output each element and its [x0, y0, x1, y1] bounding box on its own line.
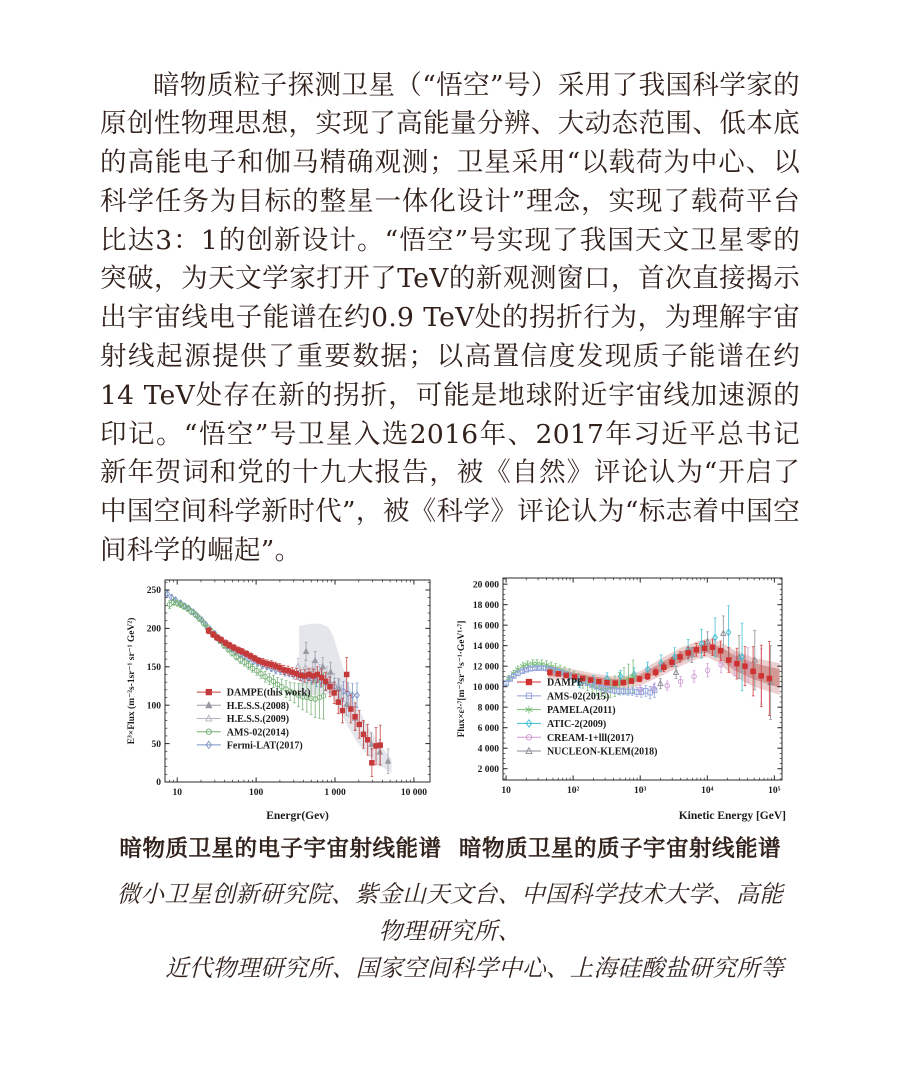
- proton-spectrum-chart: [453, 572, 790, 826]
- svg-text:H.E.S.S.(2008): H.E.S.S.(2008): [226, 700, 290, 712]
- svg-text:18 000: 18 000: [472, 600, 499, 611]
- svg-text:50: 50: [151, 739, 161, 750]
- proton-spectrum-svg: [453, 572, 790, 826]
- svg-text:ATIC-2(2009): ATIC-2(2009): [546, 719, 607, 731]
- svg-text:CREAM-1+lll(2017): CREAM-1+lll(2017): [546, 732, 634, 744]
- svg-text:4 000: 4 000: [477, 744, 499, 755]
- svg-text:10³: 10³: [634, 786, 647, 796]
- svg-text:1 000: 1 000: [324, 788, 346, 798]
- svg-text:250: 250: [146, 586, 161, 597]
- svg-text:200: 200: [146, 624, 161, 635]
- svg-text:E³×Flux (m⁻²s-1sr⁻¹ sr⁻¹ GeV²): E³×Flux (m⁻²s-1sr⁻¹ sr⁻¹ GeV²): [127, 617, 137, 745]
- svg-text:16 000: 16 000: [472, 621, 499, 632]
- svg-text:100: 100: [146, 701, 161, 712]
- svg-text:100: 100: [248, 788, 264, 798]
- footer-line-2: 近代物理研究所、国家空间科学中心、上海硅酸盐研究所等: [165, 954, 784, 982]
- electron-spectrum-svg: [123, 574, 440, 826]
- svg-text:14 000: 14 000: [472, 641, 499, 652]
- svg-text:10 000: 10 000: [472, 682, 499, 693]
- svg-text:AMS-02(2014): AMS-02(2014): [226, 727, 290, 739]
- svg-text:NUCLEON-KLEM(2018): NUCLEON-KLEM(2018): [546, 746, 658, 758]
- svg-text:Fermi-LAT(2017): Fermi-LAT(2017): [226, 740, 303, 752]
- svg-text:Flux×ε²·⁷[m⁻²sr⁻¹s⁻¹·GeV¹·⁷]: Flux×ε²·⁷[m⁻²sr⁻¹s⁻¹·GeV¹·⁷]: [457, 620, 467, 738]
- svg-text:10²: 10²: [566, 786, 580, 796]
- svg-text:Kinetic Energy [GeV]: Kinetic Energy [GeV]: [678, 810, 786, 822]
- svg-text:150: 150: [146, 662, 161, 673]
- footer-line-1: 微小卫星创新研究院、紫金山天文台、中国科学技术大学、高能物理研究所、: [116, 880, 784, 945]
- svg-text:Energr(Gev): Energr(Gev): [266, 810, 329, 822]
- body-paragraph: 暗物质粒子探测卫星（“悟空”号）采用了我国科学家的原创性物理思想，实现了高能量分辨、大动态范围、低本底的高能电子和伽马精确观测；卫星采用“以载荷为中心、以科学任务为目标的整星一体化设计”理念，实现了载荷平台比达3：1的创新设计。“悟空”号实现了我国天文卫星零的突破，为天文学家打开了TeV的新观测窗口，首次直接揭示出宇宙线电子能谱在约0.9 TeV处的拐折行为，为理解宇宙射线起源提供了重要数据；以高置信度发现质子能谱在约14 TeV处存在新的拐折，可能是地球附近宇宙线加速源的印记。“悟空”号卫星入选2016年、2017年习近平总书记新年贺词和党的十九大报告，被《自然》评论认为“开启了中国空间科学新时代”，被《科学》评论认为“标志着中国空间科学的崛起”。: [100, 69, 800, 567]
- svg-text:AMS-02(2015): AMS-02(2015): [546, 691, 610, 703]
- svg-text:8 000: 8 000: [477, 703, 499, 714]
- caption-proton-spectrum: 暗物质卫星的质子宇宙射线能谱: [458, 836, 781, 862]
- svg-text:PAMELA(2011): PAMELA(2011): [546, 705, 616, 717]
- svg-text:12 000: 12 000: [472, 662, 499, 673]
- svg-text:DAMPE: DAMPE: [546, 677, 584, 689]
- svg-text:10: 10: [172, 788, 182, 798]
- caption-electron-spectrum: 暗物质卫星的电子宇宙射线能谱: [119, 836, 442, 862]
- svg-text:6 000: 6 000: [477, 723, 499, 734]
- electron-spectrum-chart: [123, 574, 440, 826]
- svg-text:10⁵: 10⁵: [768, 786, 781, 796]
- svg-text:0: 0: [156, 778, 161, 789]
- svg-text:10 000: 10 000: [400, 788, 427, 798]
- svg-text:2 000: 2 000: [477, 764, 499, 775]
- svg-text:10: 10: [501, 786, 511, 796]
- svg-text:DAMPE(this work): DAMPE(this work): [226, 687, 311, 699]
- svg-text:H.E.S.S.(2009): H.E.S.S.(2009): [226, 714, 290, 726]
- svg-text:20 000: 20 000: [472, 580, 499, 591]
- svg-text:10⁴: 10⁴: [701, 786, 714, 796]
- institutions-footer: [108, 876, 792, 987]
